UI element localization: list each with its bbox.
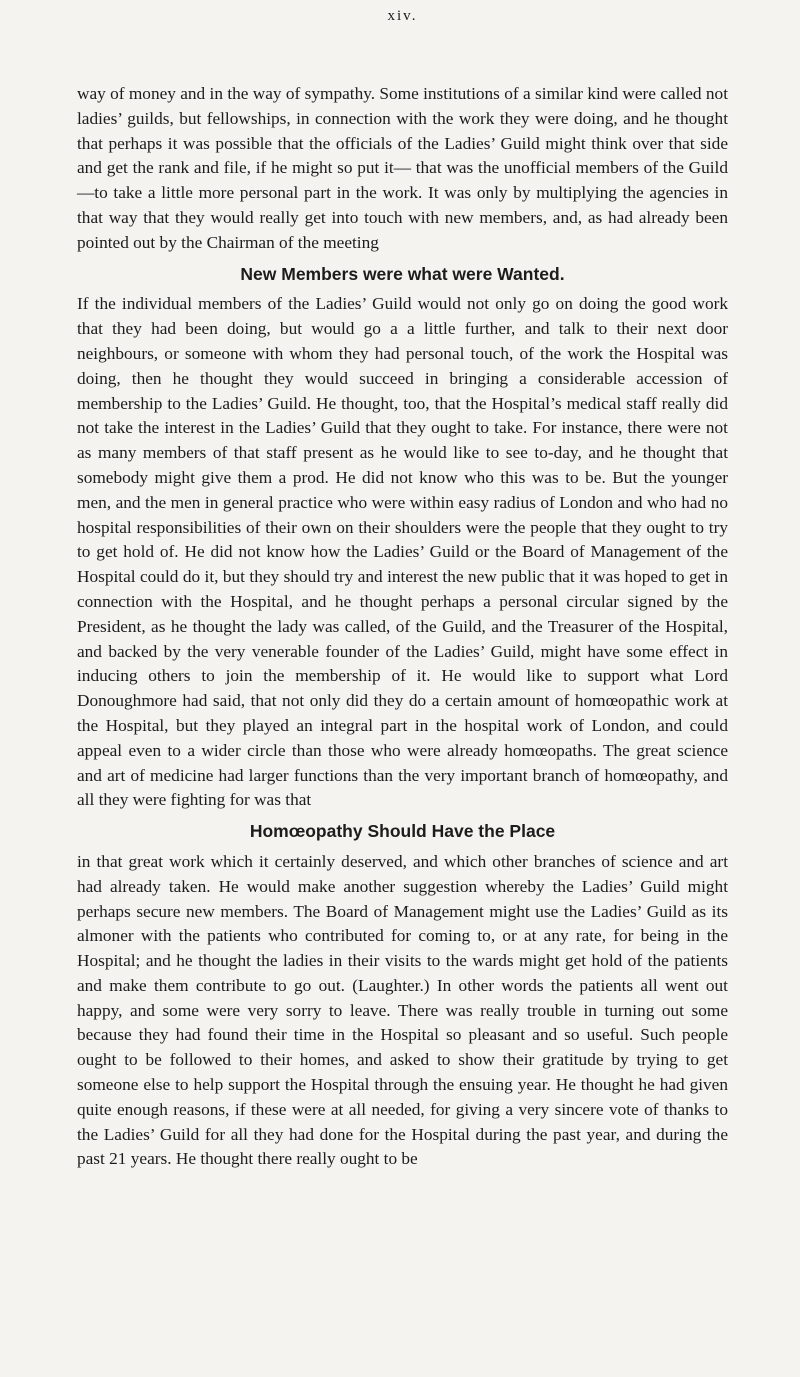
paragraph-1: way of money and in the way of sympathy. Some institutions of a similar kind were called not ladies’ guilds, but fellowships, in connection with the work they were doing, and he thought that perhaps it was possible that the officials of the Ladies’ Guild might think over that side and get the rank and file, if he might so put it— that was the unofficial members of the Guild—to take a little more personal part in the work. It was only by multiplying the agencies in that way that they would really get into touch with new members, and, as had already been pointed out by the Chairman of the meeting (77, 84, 728, 252)
paragraph-3: in that great work which it certainly deserved, and which other branches of science and art had already taken. He would make another suggestion whereby the Ladies’ Guild might perhaps secure new members. The Board of Management might use the Ladies’ Guild as its almoner with the patients who contributed for coming to, or at any rate, for being in the Hospital; and he thought the ladies in their visits to the wards might get hold of the patients and make them contribute to go out. (Laughter.) In other words the patients all went out happy, and some were very sorry to leave. There was really trouble in turning out some because they had found their time in the Hospital so pleasant and so useful. Such people ought to be followed to their homes, and asked to show their gratitude by trying to get someone else to help support the Hospital through the ensuing year. He thought he had given quite enough reasons, if these were at all needed, for giving a very sincere vote of thanks to the Ladies’ Guild for all they had done for the Hospital during the past year, and during the past 21 years. He thought there really ought to be (77, 851, 728, 1169)
section-heading-new-members: New Members were what were Wanted. (240, 263, 565, 284)
section-heading-homoeopathy: Homœopathy Should Have the Place (249, 821, 556, 842)
page-number: xiv. (387, 8, 418, 24)
paragraph-2: If the individual members of the Ladies’ Guild would not only go on doing the good work that they had been doing, but would go a a little further, and talk to their next door neighbours, or someone with whom they had personal touch, of the work the Hospital was doing, then he thought they would succeed in bringing a considerable accession of membership to the Ladies’ Guild. He thought, too, that the Hospital’s medical staff really did not take the interest in the Ladies’ Guild that they ought to take. For instance, there were not as many members of that staff present as he would like to see to-day, and he thought that somebody might give them a prod. He did not know who this was to be. But the younger men, and the men in general practice who were within easy radius of London and who had no hospital responsibilities of their own on their shoulders were the people that they ought to try to get hold of. He did not know how the Ladies’ Guild or the Board of Management of the Hospital could do it, but they should try and interest the new public that it was hoped to get in connection with the Hospital, and he thought perhaps a personal circular signed by the President, as he thought the lady was called, of the Guild, and the Treasurer of the Hospital, and backed by the very venerable founder of the Ladies’ Guild, might have some effect in inducing others to join the membership of it. He would like to support what Lord Donoughmore had said, that not only did they do a certain amount of homœopathic work at the Hospital, but they played an integral part in the hospital work of London, and could appeal even to a wider circle than those who were already homœopaths. The great science and art of medicine had larger functions than the very important branch of homœopathy, and all they were fighting for was that (77, 294, 728, 810)
